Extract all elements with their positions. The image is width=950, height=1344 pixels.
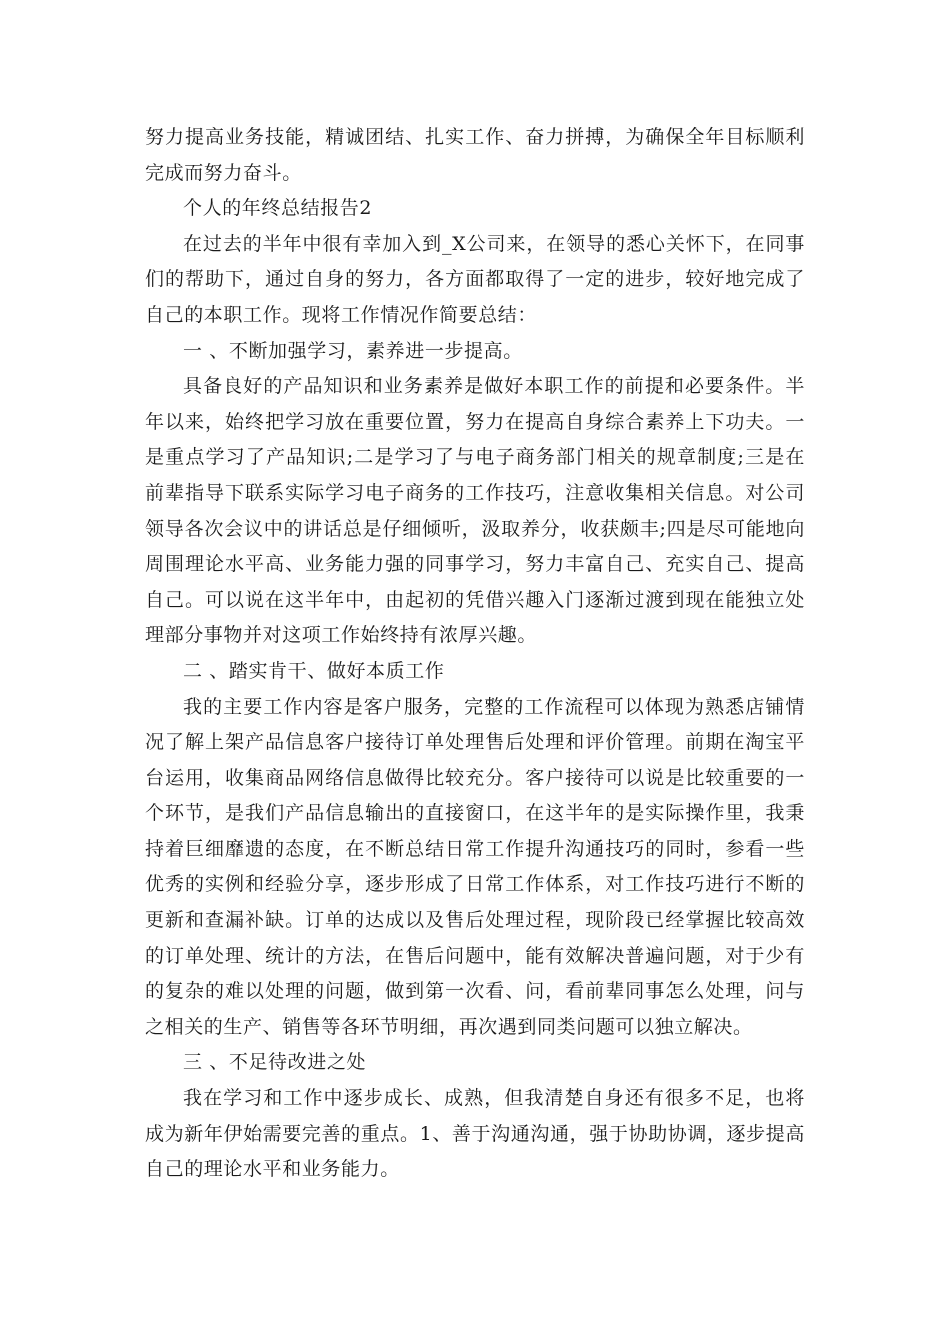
paragraph-learning: 具备良好的产品知识和业务素养是做好本职工作的前提和必要条件。半年以来，始终把学习放在重要位置，努力在提高自身综合素养上下功夫。一是重点学习了产品知识;二是学习了与电子商务部门相关的规章制度;三是在前辈指导下联系实际学习电子商务的工作技巧，注意收集相关信息。对公司领导各次会议中的讲话总是仔细倾听，汲取养分，收获颇丰;四是尽可能地向周围理论水平高、业务能力强的同事学习，努力丰富自己、充实自己、提高自己。可以说在这半年中，由起初的凭借兴趣入门逐渐过渡到现在能独立处理部分事物并对这项工作始终持有浓厚兴趣。 <box>145 375 805 647</box>
section-heading-3: 三 、不足待改进之处 <box>183 1051 367 1074</box>
paragraph-shortcomings: 我在学习和工作中逐步成长、成熟，但我清楚自身还有很多不足，也将成为新年伊始需要完善的重点。1、善于沟通沟通，强于协助协调，逐步提高自己的理论水平和业务能力。 <box>145 1087 805 1181</box>
paragraph-closing-sentence: 努力提高业务技能，精诚团结、扎实工作、奋力拼搏，为确保全年目标顺利完成而努力奋斗。 <box>145 126 805 184</box>
document-body <box>145 120 805 1188</box>
section-heading-2: 二 、踏实肯干、做好本质工作 <box>183 659 445 682</box>
paragraph-introduction: 在过去的半年中很有幸加入到_X公司来，在领导的悉心关怀下，在同事们的帮助下，通过自身的努力，各方面都取得了一定的进步，较好地完成了自己的本职工作。现将工作情况作简要总结： <box>145 232 805 326</box>
paragraph-work-content: 我的主要工作内容是客户服务，完整的工作流程可以体现为熟悉店铺情况了解上架产品信息客户接待订单处理售后处理和评价管理。前期在淘宝平台运用，收集商品网络信息做得比较充分。客户接待可以说是比较重要的一个环节，是我们产品信息输出的直接窗口，在这半年的是实际操作里，我秉持着巨细靡遗的态度，在不断总结日常工作提升沟通技巧的同时，参看一些优秀的实例和经验分享，逐步形成了日常工作体系，对工作技巧进行不断的更新和查漏补缺。订单的达成以及售后处理过程，现阶段已经掌握比较高效的订单处理、统计的方法，在售后问题中，能有效解决普遍问题，对于少有的复杂的难以处理的问题，做到第一次看、问，看前辈同事怎么处理，问与之相关的生产、销售等各环节明细，再次遇到同类问题可以独立解决。 <box>145 695 805 1038</box>
report-title: 个人的年终总结报告2 <box>183 197 373 220</box>
section-heading-1: 一 、不断加强学习，素养进一步提高。 <box>183 339 523 362</box>
